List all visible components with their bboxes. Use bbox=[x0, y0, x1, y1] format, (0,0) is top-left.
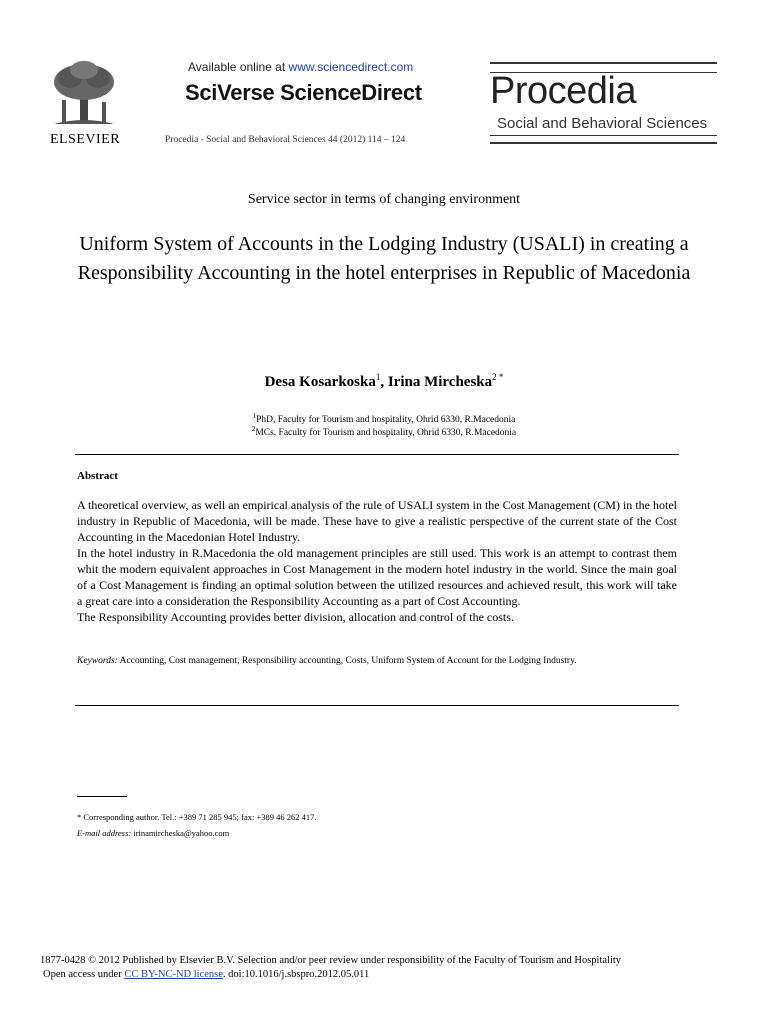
author-name: Irina Mircheska bbox=[387, 374, 493, 390]
article-title: Uniform System of Accounts in the Lodging Industry (USALI) in creating a Responsibility Accounting in the hotel enterprises in Republic of Macedonia bbox=[77, 233, 691, 284]
email-address[interactable]: irinamircheska@yahoo.com bbox=[131, 828, 230, 838]
copyright-line: 1877-0428 © 2012 Published by Elsevier B.V. Selection and/or peer review under responsibility of the Faculty of Tourism and Hospitality bbox=[40, 955, 622, 966]
abstract-paragraph: A theoretical overview, as well an empirical analysis of the rule of USALI system in the Cost Management (CM) in the hotel industry in Republic of Macedonia, will be made. These have to give a realistic perspective of the current state of the Cost Accounting in the Macedonian Hotel Industry. bbox=[77, 498, 677, 544]
abstract-top-rule bbox=[75, 454, 679, 455]
procedia-logo: Procedia bbox=[490, 70, 636, 112]
email-label: E-mail address: bbox=[77, 828, 132, 838]
author-affil-mark: 2 * bbox=[492, 372, 504, 382]
abstract-paragraph: In the hotel industry in R.Macedonia the old management principles are still used. This work is an attempt to contrast them whit the modern equivalent approaches in Cost Management in the modern hotel industry in the world. Since the main goal of a Cost Management is finding an optimal solution between the utilized resources and achieved result, this work will take a great care into a consideration the Responsibility Accounting as a part of Cost Accounting. bbox=[77, 546, 677, 608]
author-list bbox=[0, 372, 768, 391]
license-prefix: Open access under bbox=[43, 969, 125, 980]
corresponding-author-note: * Corresponding author. Tel.: +389 71 285 945; fax: +389 46 262 417. bbox=[77, 812, 317, 822]
available-online-line bbox=[188, 60, 413, 74]
journal-reference: Procedia - Social and Behavioral Sciences 44 (2012) 114 – 124 bbox=[165, 135, 406, 145]
elsevier-wordmark: ELSEVIER bbox=[49, 132, 121, 147]
section-name: Service sector in terms of changing environment bbox=[247, 192, 521, 207]
available-prefix: Available online at bbox=[188, 60, 289, 74]
author-separator: , bbox=[380, 374, 388, 390]
abstract-body bbox=[77, 497, 677, 625]
affiliation-2 bbox=[0, 425, 768, 438]
procedia-bottom-rule bbox=[490, 135, 717, 144]
abstract-heading: Abstract bbox=[77, 470, 118, 482]
keywords-label: Keywords: bbox=[77, 656, 118, 666]
sciverse-logo: SciVerse ScienceDirect bbox=[185, 80, 422, 105]
affil-mark: 2 bbox=[251, 425, 256, 433]
license-link[interactable]: CC BY-NC-ND license bbox=[124, 969, 223, 980]
abstract-paragraph: The Responsibility Accounting provides better division, allocation and control of the costs. bbox=[77, 610, 514, 624]
affiliation-1 bbox=[0, 412, 768, 425]
elsevier-tree-icon bbox=[44, 60, 124, 128]
email-note bbox=[77, 828, 229, 838]
elsevier-logo bbox=[40, 60, 130, 150]
keywords-text: Accounting, Cost management, Responsibility accounting, Costs, Uniform System of Account for the Lodging Industry. bbox=[117, 656, 577, 666]
keywords-line bbox=[77, 656, 707, 666]
affil-text: PhD, Faculty for Tourism and hospitality, Ohrid 6330, R.Macedonia bbox=[256, 415, 516, 426]
affil-mark: 1 bbox=[252, 412, 257, 420]
sciencedirect-url[interactable]: www.sciencedirect.com bbox=[288, 60, 414, 74]
affil-text: MCs, Faculty for Tourism and hospitality, Ohrid 6330, R.Macedonia bbox=[255, 428, 517, 439]
footnote-rule bbox=[77, 796, 127, 797]
author-affil-mark: 1 bbox=[375, 372, 381, 382]
license-line bbox=[43, 969, 369, 980]
doi-text: . doi:10.1016/j.sbspro.2012.05.011 bbox=[222, 969, 370, 980]
procedia-subtitle: Social and Behavioral Sciences bbox=[497, 115, 708, 132]
author-name: Desa Kosarkoska bbox=[264, 374, 376, 390]
abstract-bottom-rule bbox=[75, 705, 679, 706]
